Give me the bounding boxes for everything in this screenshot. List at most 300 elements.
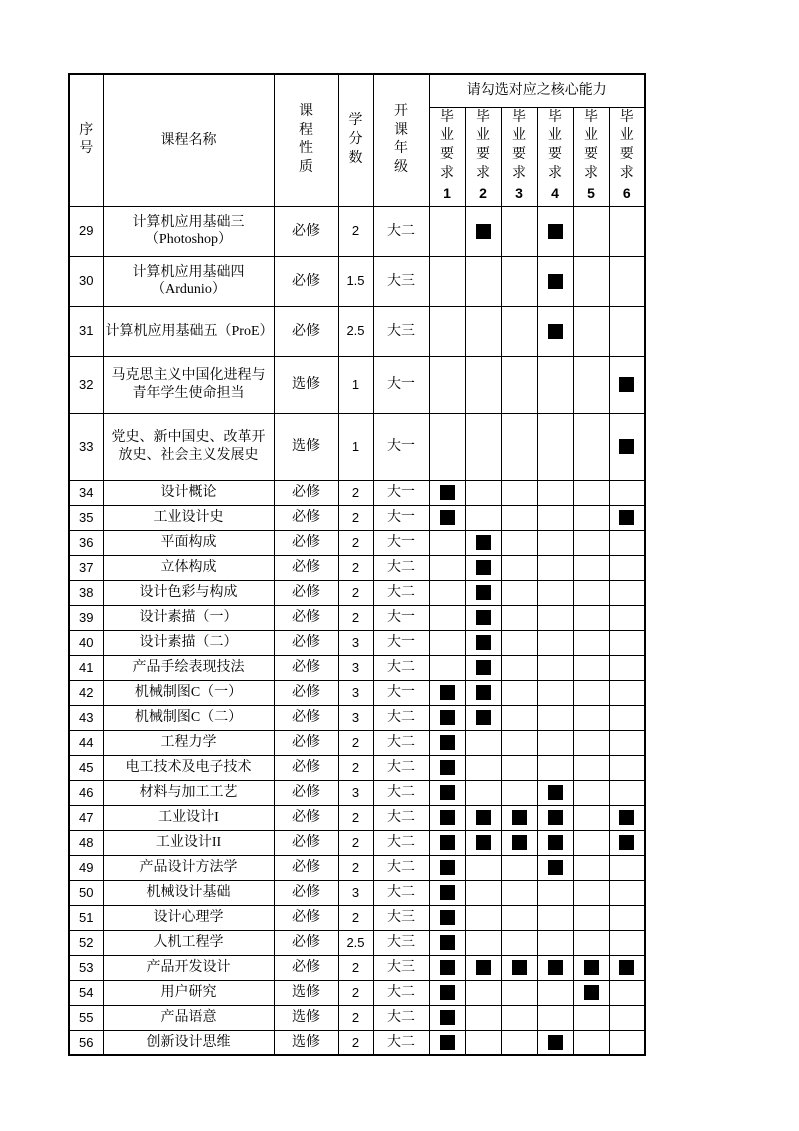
requirement-check-cell xyxy=(501,555,537,580)
grade-cell: 大一 xyxy=(373,530,429,555)
requirement-6-header: 毕业要求6 xyxy=(609,107,645,206)
requirement-check-cell xyxy=(429,830,465,855)
grade-cell: 大二 xyxy=(373,705,429,730)
requirement-check-cell xyxy=(501,830,537,855)
credits-cell: 2 xyxy=(338,1005,373,1030)
requirement-check-cell xyxy=(537,206,573,256)
requirement-check-cell xyxy=(501,705,537,730)
nature-cell: 必修 xyxy=(274,630,338,655)
requirement-check-cell xyxy=(501,256,537,306)
requirement-check-cell xyxy=(537,830,573,855)
requirement-check-cell xyxy=(609,630,645,655)
requirement-check-cell xyxy=(501,306,537,356)
check-mark xyxy=(476,560,491,575)
check-mark xyxy=(440,935,455,950)
requirement-check-cell xyxy=(501,356,537,413)
requirement-check-cell xyxy=(429,855,465,880)
requirement-check-cell xyxy=(501,780,537,805)
check-mark xyxy=(440,885,455,900)
grade-header-label: 开课年级 xyxy=(393,103,408,176)
credits-cell: 3 xyxy=(338,780,373,805)
requirement-check-cell xyxy=(429,930,465,955)
credits-cell: 3 xyxy=(338,655,373,680)
check-mark xyxy=(440,985,455,1000)
credits-cell: 2 xyxy=(338,830,373,855)
check-mark xyxy=(548,1035,563,1050)
nature-cell: 选修 xyxy=(274,413,338,480)
requirement-check-cell xyxy=(609,805,645,830)
requirement-check-cell xyxy=(501,955,537,980)
credits-cell: 2.5 xyxy=(338,930,373,955)
requirement-check-cell xyxy=(609,580,645,605)
seq-cell: 52 xyxy=(69,930,103,955)
nature-cell: 必修 xyxy=(274,705,338,730)
seq-cell: 29 xyxy=(69,206,103,256)
grade-cell: 大三 xyxy=(373,955,429,980)
seq-cell: 37 xyxy=(69,555,103,580)
course-name-cell: 立体构成 xyxy=(103,555,274,580)
check-mark xyxy=(440,1010,455,1025)
check-mark xyxy=(440,735,455,750)
table-row xyxy=(69,630,645,655)
table-row xyxy=(69,805,645,830)
requirement-check-cell xyxy=(537,605,573,630)
table-row xyxy=(69,980,645,1005)
requirement-check-cell xyxy=(609,905,645,930)
grade-cell: 大二 xyxy=(373,980,429,1005)
requirement-check-cell xyxy=(609,206,645,256)
seq-header-label: 序号 xyxy=(79,122,94,157)
requirement-check-cell xyxy=(501,755,537,780)
check-mark xyxy=(476,685,491,700)
credits-cell: 2 xyxy=(338,605,373,630)
requirement-check-cell xyxy=(429,780,465,805)
requirement-check-cell xyxy=(429,306,465,356)
nature-cell: 必修 xyxy=(274,855,338,880)
check-mark xyxy=(548,324,563,339)
seq-cell: 39 xyxy=(69,605,103,630)
seq-cell: 46 xyxy=(69,780,103,805)
requirement-check-cell xyxy=(537,780,573,805)
check-mark xyxy=(440,510,455,525)
requirement-check-cell xyxy=(609,256,645,306)
requirement-check-cell xyxy=(573,356,609,413)
seq-cell: 50 xyxy=(69,880,103,905)
requirement-check-cell xyxy=(573,755,609,780)
check-mark xyxy=(548,810,563,825)
requirement-check-cell xyxy=(501,805,537,830)
check-mark xyxy=(440,485,455,500)
credits-cell: 2 xyxy=(338,955,373,980)
requirement-check-cell xyxy=(537,905,573,930)
course-name-cell: 设计心理学 xyxy=(103,905,274,930)
credits-cell: 2 xyxy=(338,855,373,880)
check-mark xyxy=(548,835,563,850)
requirement-check-cell xyxy=(501,930,537,955)
requirement-check-cell xyxy=(609,306,645,356)
grade-cell: 大一 xyxy=(373,605,429,630)
check-mark xyxy=(476,224,491,239)
requirement-check-cell xyxy=(501,730,537,755)
requirement-check-cell xyxy=(609,730,645,755)
table-row xyxy=(69,1030,645,1055)
credits-cell: 2 xyxy=(338,580,373,605)
requirement-check-cell xyxy=(537,730,573,755)
nature-cell: 选修 xyxy=(274,980,338,1005)
check-mark xyxy=(619,439,634,454)
nature-cell: 必修 xyxy=(274,256,338,306)
course-name-cell: 计算机应用基础五（ProE） xyxy=(103,306,274,356)
seq-cell: 38 xyxy=(69,580,103,605)
seq-cell: 36 xyxy=(69,530,103,555)
requirement-check-cell xyxy=(537,655,573,680)
check-mark xyxy=(440,1035,455,1050)
check-mark xyxy=(440,710,455,725)
grade-cell: 大二 xyxy=(373,780,429,805)
requirement-check-cell xyxy=(537,530,573,555)
check-mark xyxy=(476,810,491,825)
credits-column-header xyxy=(338,74,373,206)
requirement-check-cell xyxy=(429,480,465,505)
table-row xyxy=(69,530,645,555)
nature-cell: 必修 xyxy=(274,530,338,555)
requirement-check-cell xyxy=(429,905,465,930)
check-mark xyxy=(619,377,634,392)
requirement-check-cell xyxy=(609,755,645,780)
nature-cell: 必修 xyxy=(274,805,338,830)
requirement-check-cell xyxy=(465,555,501,580)
requirement-check-cell xyxy=(573,680,609,705)
course-name-cell: 用户研究 xyxy=(103,980,274,1005)
course-name-cell: 工程力学 xyxy=(103,730,274,755)
grade-cell: 大二 xyxy=(373,555,429,580)
requirement-check-cell xyxy=(429,980,465,1005)
credits-cell: 2 xyxy=(338,980,373,1005)
requirement-check-cell xyxy=(537,1005,573,1030)
credits-cell: 2 xyxy=(338,480,373,505)
requirement-check-cell xyxy=(465,1005,501,1030)
requirement-check-cell xyxy=(537,680,573,705)
requirement-4-header: 毕业要求4 xyxy=(537,107,573,206)
requirement-5-header: 毕业要求5 xyxy=(573,107,609,206)
check-mark xyxy=(548,224,563,239)
nature-cell: 必修 xyxy=(274,755,338,780)
requirement-check-cell xyxy=(429,206,465,256)
requirement-check-cell xyxy=(609,655,645,680)
check-mark xyxy=(440,810,455,825)
grade-cell: 大二 xyxy=(373,830,429,855)
requirement-check-cell xyxy=(537,480,573,505)
requirement-check-cell xyxy=(609,880,645,905)
course-name-cell: 计算机应用基础三（Photoshop） xyxy=(103,206,274,256)
check-mark xyxy=(619,960,634,975)
course-name-cell: 计算机应用基础四（Ardunio） xyxy=(103,256,274,306)
check-mark xyxy=(619,510,634,525)
requirement-check-cell xyxy=(501,980,537,1005)
nature-cell: 必修 xyxy=(274,955,338,980)
seq-cell: 33 xyxy=(69,413,103,480)
nature-cell: 必修 xyxy=(274,905,338,930)
grade-cell: 大三 xyxy=(373,306,429,356)
check-mark xyxy=(440,835,455,850)
requirement-check-cell xyxy=(609,1005,645,1030)
seq-cell: 51 xyxy=(69,905,103,930)
requirement-check-cell xyxy=(537,705,573,730)
requirement-check-cell xyxy=(429,580,465,605)
requirement-check-cell xyxy=(537,980,573,1005)
course-name-cell: 机械制图C（一） xyxy=(103,680,274,705)
course-name-cell: 产品手绘表现技法 xyxy=(103,655,274,680)
nature-cell: 必修 xyxy=(274,680,338,705)
check-mark xyxy=(548,785,563,800)
seq-column-header xyxy=(69,74,103,206)
table-row xyxy=(69,1005,645,1030)
requirement-check-cell xyxy=(429,605,465,630)
requirement-check-cell xyxy=(465,206,501,256)
course-name-cell: 工业设计II xyxy=(103,830,274,855)
requirement-check-cell xyxy=(465,306,501,356)
check-mark xyxy=(619,835,634,850)
requirement-1-header: 毕业要求1 xyxy=(429,107,465,206)
check-mark xyxy=(476,585,491,600)
nature-cell: 选修 xyxy=(274,356,338,413)
requirement-check-cell xyxy=(465,855,501,880)
grade-column-header xyxy=(373,74,429,206)
requirement-check-cell xyxy=(429,356,465,413)
requirement-check-cell xyxy=(465,980,501,1005)
seq-cell: 40 xyxy=(69,630,103,655)
requirement-check-cell xyxy=(429,1030,465,1055)
credits-cell: 2 xyxy=(338,206,373,256)
nature-cell: 必修 xyxy=(274,655,338,680)
table-row xyxy=(69,955,645,980)
table-row xyxy=(69,555,645,580)
requirement-check-cell xyxy=(429,630,465,655)
requirement-check-cell xyxy=(573,905,609,930)
requirement-check-cell xyxy=(429,655,465,680)
requirement-check-cell xyxy=(501,530,537,555)
grade-cell: 大三 xyxy=(373,930,429,955)
requirement-check-cell xyxy=(537,505,573,530)
requirement-check-cell xyxy=(501,655,537,680)
requirement-check-cell xyxy=(429,955,465,980)
course-name-cell: 设计素描（二） xyxy=(103,630,274,655)
grade-cell: 大三 xyxy=(373,256,429,306)
course-name-cell: 马克思主义中国化进程与青年学生使命担当 xyxy=(103,356,274,413)
grade-cell: 大二 xyxy=(373,580,429,605)
course-name-cell: 机械设计基础 xyxy=(103,880,274,905)
requirement-3-header: 毕业要求3 xyxy=(501,107,537,206)
seq-cell: 34 xyxy=(69,480,103,505)
grade-cell: 大二 xyxy=(373,880,429,905)
requirement-check-cell xyxy=(501,505,537,530)
requirement-check-cell xyxy=(609,855,645,880)
requirement-check-cell xyxy=(501,580,537,605)
table-row xyxy=(69,356,645,413)
check-mark xyxy=(476,835,491,850)
requirement-check-cell xyxy=(429,256,465,306)
nature-cell: 选修 xyxy=(274,1030,338,1055)
grade-cell: 大二 xyxy=(373,206,429,256)
requirement-check-cell xyxy=(573,530,609,555)
nature-cell: 必修 xyxy=(274,880,338,905)
check-mark xyxy=(440,685,455,700)
table-row xyxy=(69,413,645,480)
requirement-check-cell xyxy=(465,705,501,730)
requirement-check-cell xyxy=(465,755,501,780)
seq-cell: 45 xyxy=(69,755,103,780)
requirement-check-cell xyxy=(609,980,645,1005)
requirement-check-cell xyxy=(465,605,501,630)
course-name-cell: 工业设计史 xyxy=(103,505,274,530)
nature-cell: 必修 xyxy=(274,830,338,855)
requirement-check-cell xyxy=(465,680,501,705)
grade-cell: 大二 xyxy=(373,855,429,880)
course-nature-header-label: 课程性质 xyxy=(298,103,313,176)
credits-cell: 2.5 xyxy=(338,306,373,356)
check-mark xyxy=(476,660,491,675)
requirement-check-cell xyxy=(429,805,465,830)
requirement-check-cell xyxy=(429,705,465,730)
requirement-check-cell xyxy=(573,1005,609,1030)
table-row xyxy=(69,580,645,605)
requirement-check-cell xyxy=(465,480,501,505)
check-mark xyxy=(440,960,455,975)
nature-cell: 必修 xyxy=(274,780,338,805)
requirement-check-cell xyxy=(501,905,537,930)
requirement-check-cell xyxy=(465,955,501,980)
table-row xyxy=(69,780,645,805)
requirement-check-cell xyxy=(465,830,501,855)
requirement-check-cell xyxy=(609,680,645,705)
requirement-check-cell xyxy=(465,580,501,605)
requirement-check-cell xyxy=(537,855,573,880)
nature-cell: 必修 xyxy=(274,505,338,530)
credits-cell: 2 xyxy=(338,1030,373,1055)
seq-cell: 55 xyxy=(69,1005,103,1030)
requirement-check-cell xyxy=(573,980,609,1005)
seq-cell: 30 xyxy=(69,256,103,306)
table-header xyxy=(69,74,645,206)
requirement-check-cell xyxy=(573,256,609,306)
requirement-check-cell xyxy=(465,805,501,830)
requirement-check-cell xyxy=(465,730,501,755)
requirement-check-cell xyxy=(465,256,501,306)
requirement-check-cell xyxy=(501,480,537,505)
requirement-check-cell xyxy=(573,206,609,256)
course-table-body xyxy=(69,206,645,1055)
course-competency-table xyxy=(68,73,646,1056)
requirement-check-cell xyxy=(501,1030,537,1055)
seq-cell: 48 xyxy=(69,830,103,855)
requirement-check-cell xyxy=(537,955,573,980)
requirement-check-cell xyxy=(465,780,501,805)
check-mark xyxy=(512,960,527,975)
requirement-check-cell xyxy=(609,1030,645,1055)
requirement-check-cell xyxy=(573,306,609,356)
grade-cell: 大二 xyxy=(373,730,429,755)
seq-cell: 41 xyxy=(69,655,103,680)
course-name-cell: 机械制图C（二） xyxy=(103,705,274,730)
table-row xyxy=(69,505,645,530)
requirement-check-cell xyxy=(573,1030,609,1055)
grade-cell: 大一 xyxy=(373,680,429,705)
requirement-check-cell xyxy=(501,880,537,905)
requirement-check-cell xyxy=(537,755,573,780)
check-mark xyxy=(548,860,563,875)
grade-cell: 大二 xyxy=(373,805,429,830)
credits-cell: 1 xyxy=(338,413,373,480)
requirement-check-cell xyxy=(501,1005,537,1030)
requirement-check-cell xyxy=(537,880,573,905)
credits-cell: 2 xyxy=(338,530,373,555)
check-mark xyxy=(476,710,491,725)
requirement-check-cell xyxy=(573,413,609,480)
table-row xyxy=(69,930,645,955)
check-mark xyxy=(476,635,491,650)
check-mark xyxy=(512,835,527,850)
requirement-check-cell xyxy=(465,505,501,530)
nature-cell: 必修 xyxy=(274,206,338,256)
course-name-cell: 工业设计I xyxy=(103,805,274,830)
course-name-cell: 设计色彩与构成 xyxy=(103,580,274,605)
requirement-check-cell xyxy=(465,413,501,480)
nature-cell: 必修 xyxy=(274,555,338,580)
requirement-check-cell xyxy=(429,755,465,780)
table-row xyxy=(69,256,645,306)
requirement-check-cell xyxy=(573,780,609,805)
grade-cell: 大一 xyxy=(373,480,429,505)
requirement-check-cell xyxy=(537,413,573,480)
requirement-check-cell xyxy=(609,930,645,955)
requirement-check-cell xyxy=(609,705,645,730)
requirement-check-cell xyxy=(501,680,537,705)
requirement-check-cell xyxy=(573,805,609,830)
credits-cell: 1.5 xyxy=(338,256,373,306)
requirement-check-cell xyxy=(609,356,645,413)
nature-cell: 必修 xyxy=(274,580,338,605)
core-ability-header: 请勾选对应之核心能力 xyxy=(429,74,645,107)
course-name-cell: 产品语意 xyxy=(103,1005,274,1030)
check-mark xyxy=(476,610,491,625)
requirement-check-cell xyxy=(537,930,573,955)
seq-cell: 43 xyxy=(69,705,103,730)
check-mark xyxy=(476,535,491,550)
requirement-check-cell xyxy=(429,555,465,580)
grade-cell: 大一 xyxy=(373,505,429,530)
seq-cell: 53 xyxy=(69,955,103,980)
grade-cell: 大二 xyxy=(373,1005,429,1030)
table-row xyxy=(69,206,645,256)
credits-cell: 3 xyxy=(338,680,373,705)
requirement-check-cell xyxy=(465,530,501,555)
requirement-check-cell xyxy=(573,855,609,880)
requirement-check-cell xyxy=(537,356,573,413)
grade-cell: 大一 xyxy=(373,630,429,655)
grade-cell: 大二 xyxy=(373,1030,429,1055)
check-mark xyxy=(584,985,599,1000)
table-row xyxy=(69,730,645,755)
table-row xyxy=(69,830,645,855)
requirement-check-cell xyxy=(465,880,501,905)
course-name-column-header: 课程名称 xyxy=(103,74,274,206)
requirement-check-cell xyxy=(465,930,501,955)
table-row xyxy=(69,306,645,356)
seq-cell: 54 xyxy=(69,980,103,1005)
requirement-check-cell xyxy=(537,630,573,655)
credits-cell: 2 xyxy=(338,505,373,530)
requirement-check-cell xyxy=(537,555,573,580)
